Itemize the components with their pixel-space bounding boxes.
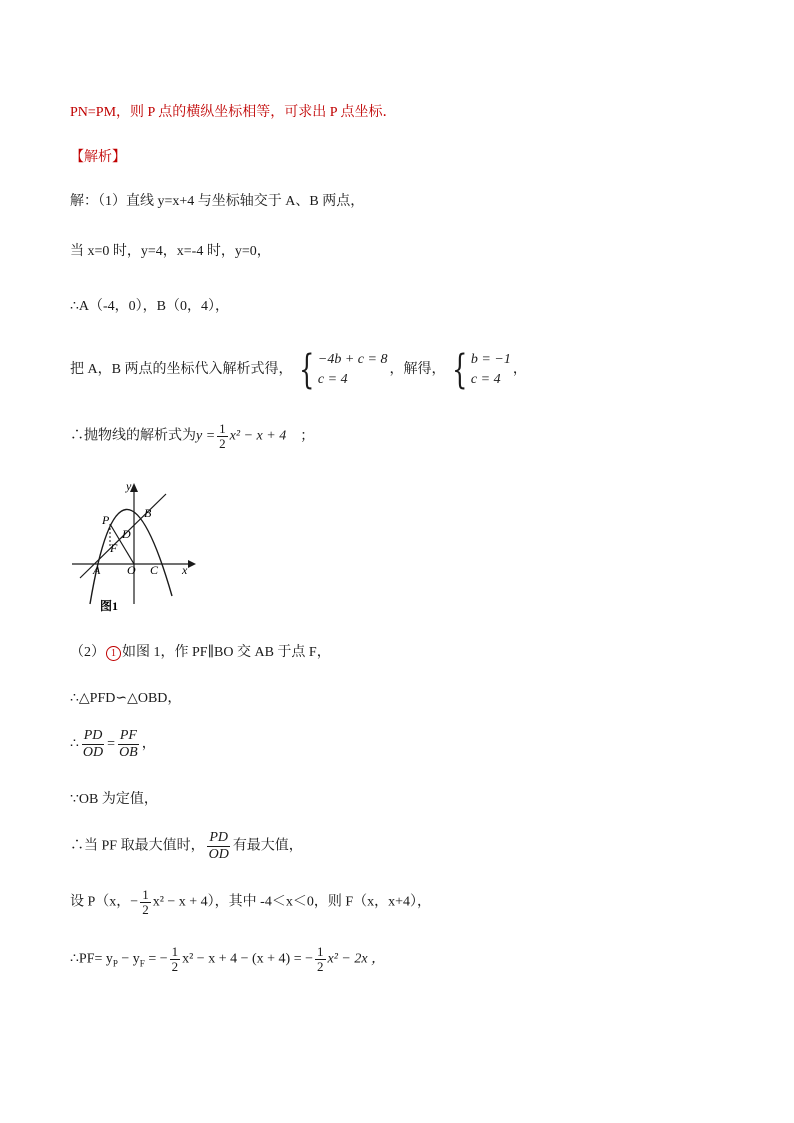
label-c: C: [150, 563, 159, 577]
solution-line-8: ∴ $\frac{PD}{OD}$ = $\frac{PF}{OB}$ ，: [70, 728, 156, 760]
circled-number: 1: [106, 646, 121, 661]
solution-line-4: 把 A，B 两点的坐标代入解析式得， { −4b + c = 8 c = 4 ，解得， { b = −1 c = 4 ，: [70, 347, 527, 393]
solution-line-5: ∴抛物线的解析式为y = $\frac{1}{2}$ x² − x + 4 ；: [70, 421, 315, 451]
solution-line-6: （2） 1 如图 1，作 PF∥BO 交 AB 于点 F，: [70, 645, 331, 660]
fraction-pd-od: $\frac{PD}{OD}$: [82, 728, 104, 760]
solution-line-1: 解：（1）直线 y=x+4 与坐标轴交于 A、B 两点，: [70, 194, 365, 209]
label-y: y: [126, 479, 132, 493]
fraction-half-2: $\frac{1}{2}$: [142, 887, 149, 917]
x-axis-arrow: [188, 560, 196, 568]
solution-line-10: ∴当 PF 取最大值时， $\frac{PD}{OD}$ 有最大值，: [70, 830, 303, 862]
section-title: 【解析】: [70, 149, 126, 165]
solution-line-11: 设 P（x，− $\frac{1}{2}$ x² − x + 4），其中 -4＜x＜0，则 F（x，x+4），: [70, 887, 432, 917]
label-f: F: [110, 541, 118, 555]
solution-line-2: 当 x=0 时，y=4，x=-4 时，y=0，: [70, 244, 271, 259]
intro-line: PN=PM，则 P 点的横纵坐标相等，可求出 P 点坐标．: [70, 105, 397, 120]
label-a: A: [93, 563, 101, 577]
equation-system-1: { −4b + c = 8 c = 4: [299, 347, 388, 393]
solution-line-3: ∴A（-4，0），B（0，4），: [70, 299, 230, 314]
label-p: P: [102, 513, 110, 527]
label-d: D: [122, 527, 131, 541]
fraction-half: $\frac{1}{2}$: [219, 421, 226, 451]
solution-line-7: ∴△PFD∽△OBD，: [70, 691, 182, 706]
label-b: B: [144, 506, 152, 520]
fraction-pd-od-2: $\frac{PD}{OD}$: [208, 830, 229, 862]
equation-system-2: { b = −1 c = 4: [452, 347, 511, 393]
label-x: x: [182, 563, 188, 577]
solution-line-12: ∴PF= $y_P - y_F$ = − $\frac{1}{2}$ x² − x + 4 − (x + 4) = − $\frac{1}{2}$ x² − 2x ，: [70, 944, 386, 974]
solution-line-9: ∵OB 为定值，: [70, 792, 158, 807]
fraction-pf-ob: $\frac{PF}{OB}$: [119, 728, 138, 760]
label-o: O: [127, 563, 136, 577]
figure-1: [70, 476, 200, 616]
figure-caption: 图1: [100, 599, 119, 613]
fraction-half-4: $\frac{1}{2}$: [317, 944, 324, 974]
fraction-half-3: $\frac{1}{2}$: [171, 944, 179, 974]
